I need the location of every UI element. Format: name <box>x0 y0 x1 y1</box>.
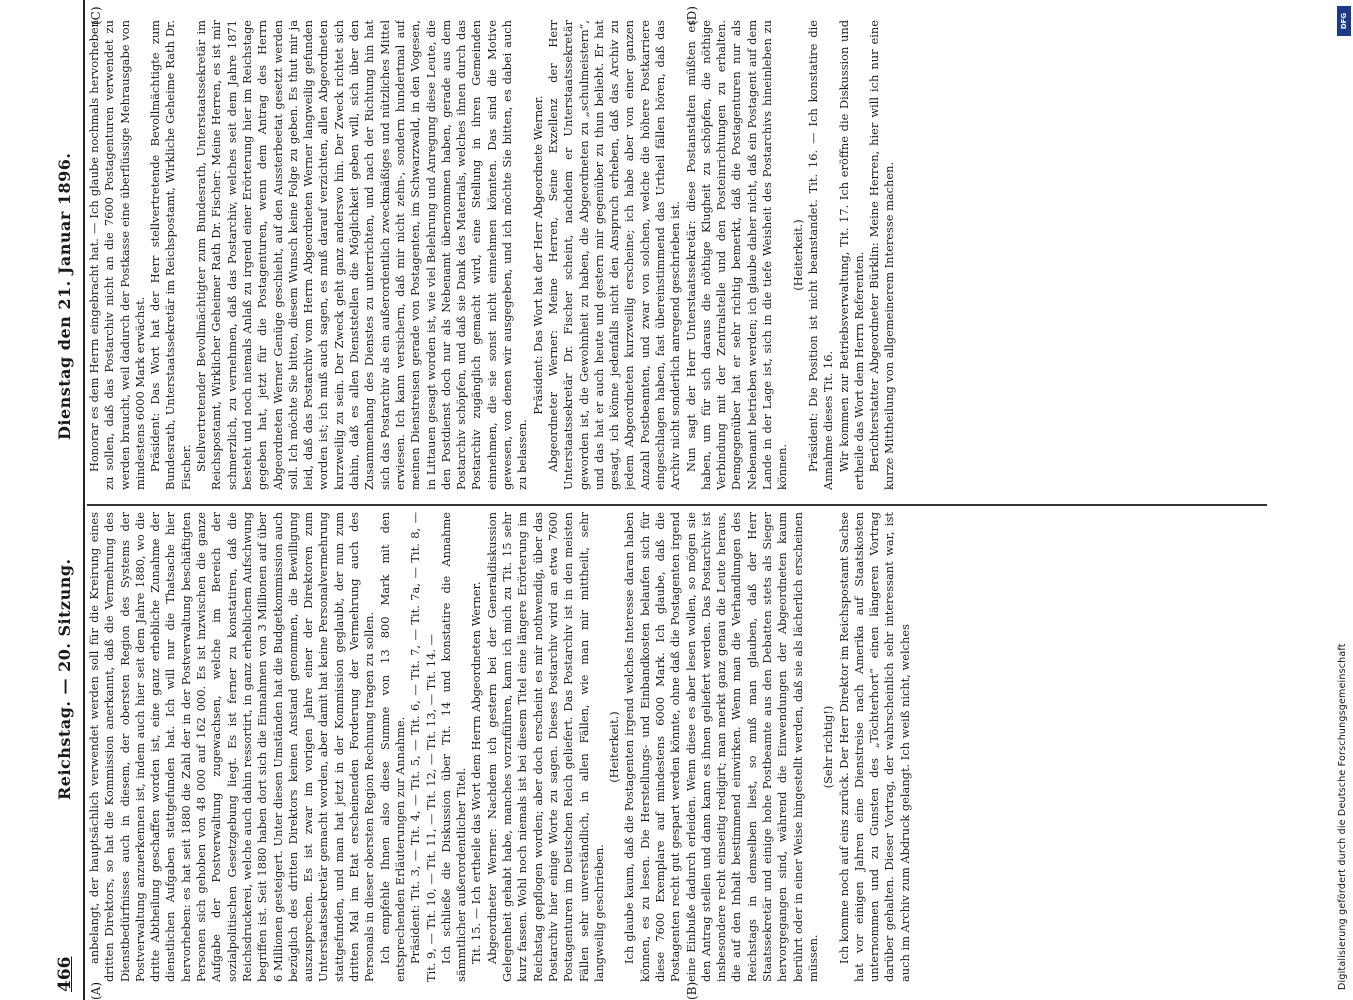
paragraph: Nun sagt der Herr Unterstaatssekretär: diese Postanstalten müßten es haben, um für sich daraus die nöthige Klugheit zu schöpfen, die nöthige Verbindung mit der Zentralstelle und den Posteinrichtungen zu erhalten. Demgegenüber hat er sehr richtig bemerkt, daß die Postagenturen nur als Nebenamt betrieben werden; ich glaube daher nicht, daß ein Postagent auf dem Lande in der Lage ist, sich in die tiefe Weisheit des Postarchivs hineinleben zu können. <box>683 20 790 490</box>
header-session: Reichstag. — 20. Sitzung. <box>55 558 74 800</box>
paragraph: Stellvertretender Bevollmächtigter zum Bundesrath, Unterstaatssekretär im Reichspostamt, Wirklicher Geheimer Rath Dr. Fischer: Meine Herren, es ist mir schmerzlich, zu vernehmen, daß das Postarchiv, welches seit dem Jahre 1871 besteht und noch niemals Anlaß zu irgend einer Erörterung hier im Reichstage gegeben hat, jetzt für die Postagenturen, wenn dem Antrag des Herrn Abgeordneten Werner Genüge geschieht, auf den Aussterbeetat gesetzt werden soll. Ich möchte Sie bitten, diesem Wunsch keine Folge zu geben. Es thut mir ja leid, daß das Postarchiv vom Herrn Abgeordneten Werner langweilig gefunden worden ist; ich muß auch sagen, es muß darauf verzichten, allen Abgeordneten kurzweilig zu sein. Der Zweck geht ganz anderswo hin. Der Zweck richtet sich dahin, daß es allen Dienststellen die Möglichkeit geben will, sich über den Zusammenhang des Dienstes zu unterrichten, und nach der Richtung hin hat sich das Postarchiv als ein außerordentlich zweckmäßiges und nützliches Mittel erwiesen. Ich kann versichern, daß mir nicht zehn-, sondern hundertmal auf meinen Dienstreisen gerade von Postagenten, im Schwarzwald, in den Vogesen, in Littauen gesagt worden ist, wie viel Belehrung und Anregung diese Leute, die den Postdienst doch nur als Nebenamt übernommen haben, gerade aus dem Postarchiv schöpfen, und daß sie Dank des Materials, welches ihnen durch das Postarchiv zugänglich gemacht wird, eine Stellung in ihren Gemeinden einnehmen, die sie sonst nicht einnehmen könnten. Das sind die Motive gewesen, von denen wir ausgegeben, und ich möchte Sie bitten, es dabei auch zu belassen. <box>194 20 530 490</box>
paragraph: Honorar es dem Herrn eingebracht hat. — Ich glaube nochmals hervorheben zu sollen, daß das Postarchiv nicht an die 7600 Postagenturen verwendet zu werden braucht, weil dadurch der Postkasse eine überflüssige Mehrausgabe von mindestens 6000 Mark erwächst. <box>87 20 147 490</box>
header-date: Dienstag den 21. Januar 1896. <box>55 152 74 440</box>
header-rule <box>83 0 85 1000</box>
document-page <box>25 0 1325 1000</box>
column-divider <box>87 505 1267 507</box>
margin-marker-a: (A) <box>89 981 103 1000</box>
paragraph: Abgeordneter Werner: Meine Herren, Seine Exzellenz der Herr Unterstaatssekretär Dr. Fischer scheint, nachdem er Unterstaatssekretär geworden ist, die Gewohnheit zu haben, die Abgeordneten zu „schulmeistern“, und das hat er auch heute und gestern mir gegenüber zu thun beliebt. Er hat gesagt, ich könne jedenfalls nicht den Anspruch erheben, daß das Archiv zu jedem Abgeordneten kurzweilig erscheine; ich habe aber von einer ganzen Anzahl Postbeamten, und zwar von solchen, welche die höhere Postkarriere eingeschlagen haben, fast übereinstimmend das Urtheil fällen hören, daß das Archiv nicht sonderlich anregend geschrieben ist. <box>545 20 683 490</box>
paragraph: Berichterstatter Abgeordneter Bürklin: Meine Herren, hier will ich nur eine kurze Mittheilung von allgemeinerem Interesse machen. <box>867 20 897 490</box>
paragraph: Präsident: Tit. 3, — Tit. 4, — Tit. 5, — Tit. 6, — Tit. 7, — Tit. 7a, — Tit. 8, — Tit. 9, — Tit. 10, — Tit. 11, — Tit. 12, — Tit. 13, — Tit. 14. — <box>408 512 438 982</box>
paragraph: Tit. 15. — Ich ertheile das Wort dem Herrn Abgeordneten Werner. <box>469 581 484 964</box>
right-column <box>87 20 1277 490</box>
paragraph: Präsident: Das Wort hat der Herr Abgeordnete Werner. <box>530 95 545 415</box>
paragraph: Ich komme noch auf eins zurück. Der Herr Direktor im Reichspostamt Sachse hat vor einigen Jahren eine Dienstreise nach Amerika auf Staatskosten unternommen und zu Gunsten des „Töchterhort“ einen längeren Vortrag darüber gehalten. Dieser Vortrag, der wahrscheinlich sehr interessant war, ist auch im Archiv zum Abdruck gelangt. Ich weiß nicht, welches <box>836 512 912 982</box>
credit-text: Digitalisierung gefördert durch die Deutsche Forschungsgemeinschaft <box>1337 643 1348 990</box>
margin-marker-d: (D) <box>685 6 699 25</box>
interjection: (Sehr richtig!) <box>821 705 836 789</box>
interjection: (Heiterkeit.) <box>607 711 622 783</box>
paragraph: Wir kommen zur Betriebsverwaltung, Tit. 17. Ich eröffne die Diskussion und ertheile das Wort dem Herrn Referenten. <box>836 20 866 490</box>
interjection: (Heiterkeit.) <box>790 219 805 291</box>
paragraph: Ich schließe die Diskussion über Tit. 14 und konstatire die Annahme sämmtlicher außerordentlicher Titel. <box>438 512 469 982</box>
margin-marker-b: (B) <box>685 981 699 1000</box>
margin-marker-c: (C) <box>89 6 103 25</box>
paragraph: Präsident: Das Wort hat der Herr stellvertretende Bevollmächtigte zum Bundesrath, Unterstaatssekretär im Reichspostamt, Wirkliche Geheime Rath Dr. Fischer. <box>148 20 193 490</box>
dfg-logo-icon: DFG <box>1337 6 1351 36</box>
page-header <box>25 0 85 1000</box>
left-column <box>87 512 1277 982</box>
paragraph: Ich glaube kaum, daß die Postagenten irgend welches Interesse daran haben können, es zu lesen. Die Herstellungs- und Einbandkosten belaufen sich für diese 7600 Exemplare auf mindestens 6000 Mark. Ich glaube, daß die Postagenten recht gut gespart werden könnte, ohne daß die Postagenten irgend eine Einbuße dadurch erleiden. Wenn diese es aber lesen wollen, so mögen sie den Antrag stellen und dann kann es ihnen geliefert werden. Das Postarchiv ist insbesondere recht einseitig redigirt; man merkt ganz genau die Leute heraus, die auf den Inhalt bestimmend einwirken. Wenn man die Verhandlungen des Reichstags in demselben liest, so muß man glauben, daß der Herr Staatssekretär und einige hohe Postbeamte aus den Debatten stets als Sieger hervorgegangen sind, während die Einwendungen der Abgeordneten kaum berührt oder in einer Weise hingestellt werden, daß sie als lächerlich erscheinen müssen. <box>622 512 820 982</box>
page-number: 466 <box>55 956 75 992</box>
paragraph: Präsident: Die Position ist nicht beanstandet. Tit. 16. — Ich konstatire die Annahme dieses Tit. 16. <box>805 20 836 490</box>
digitization-credit <box>1337 10 1351 990</box>
paragraph: Abgeordneter Werner: Nachdem ich gestern bei der Generaldiskussion Gelegenheit gehabt habe, manches vorzuführen, kann ich mich zu Tit. 15 sehr kurz fassen. Wohl noch niemals ist bei diesem Titel eine längere Erörterung im Reichstag gepflogen worden; aber doch erscheint es mir nothwendig, über das Postarchiv hier einige Worte zu sagen. Dieses Postarchiv wird an etwa 7600 Postagenturen im Deutschen Reich geliefert. Das Postarchiv ist in den meisten Fällen sehr unverständlich, in allen Fällen, wie man mir mittheilt, sehr langweilig geschrieben. <box>484 512 606 982</box>
paragraph: Ich empfehle Ihnen also diese Summe von 13 800 Mark mit den entsprechenden Erläuterungen zur Annahme. <box>377 512 407 982</box>
paragraph: anbelangt, der hauptsächlich verwendet werden soll für die Kreirung eines dritten Direktors, so hat die Kommission anerkannt, daß die Vermehrung des Dienstbedürfnisses auch in diesem, der obersten Region des Systems der Postverwaltung anzuerkennen ist, indem auch hier seit dem Jahre 1880, wo die dritte Abtheilung geschaffen worden ist, eine ganz erhebliche Zunahme der dienstlichen Aufgaben stattgefunden hat. Ich will nur die Thatsache hier hervorheben: es hat seit 1880 die Zahl der in der Postverwaltung beschäftigten Personen sich gehoben von 48 000 auf 162 000. Es ist inzwischen die ganze Aufgabe der Postverwaltung zugewachsen, welche im Bereich der sozialpolitischen Gesetzgebung liegt. Es ist ferner zu konstatiren, daß die Reichsdruckerei, welche auch dahin ressortirt, in ganz erheblichem Aufschwung begriffen ist. Seit 1880 haben dort sich die Einnahmen von 3 Millionen auf über 6 Millionen gesteigert. Unter diesen Umständen hat die Budgetkommission auch bezüglich des dritten Direktors keinen Anstand genommen, die Bewilligung auszusprechen. Es ist zwar im vorigen Jahre einer der Direktoren zum Unterstaatssekretär gemacht worden, aber damit hat keine Personalvermehrung stattgefunden, und man hat jetzt in der Kommission geglaubt, der nun zum dritten Mal im Etat erscheinenden Forderung der Vermehrung auch des Personals in dieser obersten Region Rechnung tragen zu sollen. <box>87 512 377 982</box>
